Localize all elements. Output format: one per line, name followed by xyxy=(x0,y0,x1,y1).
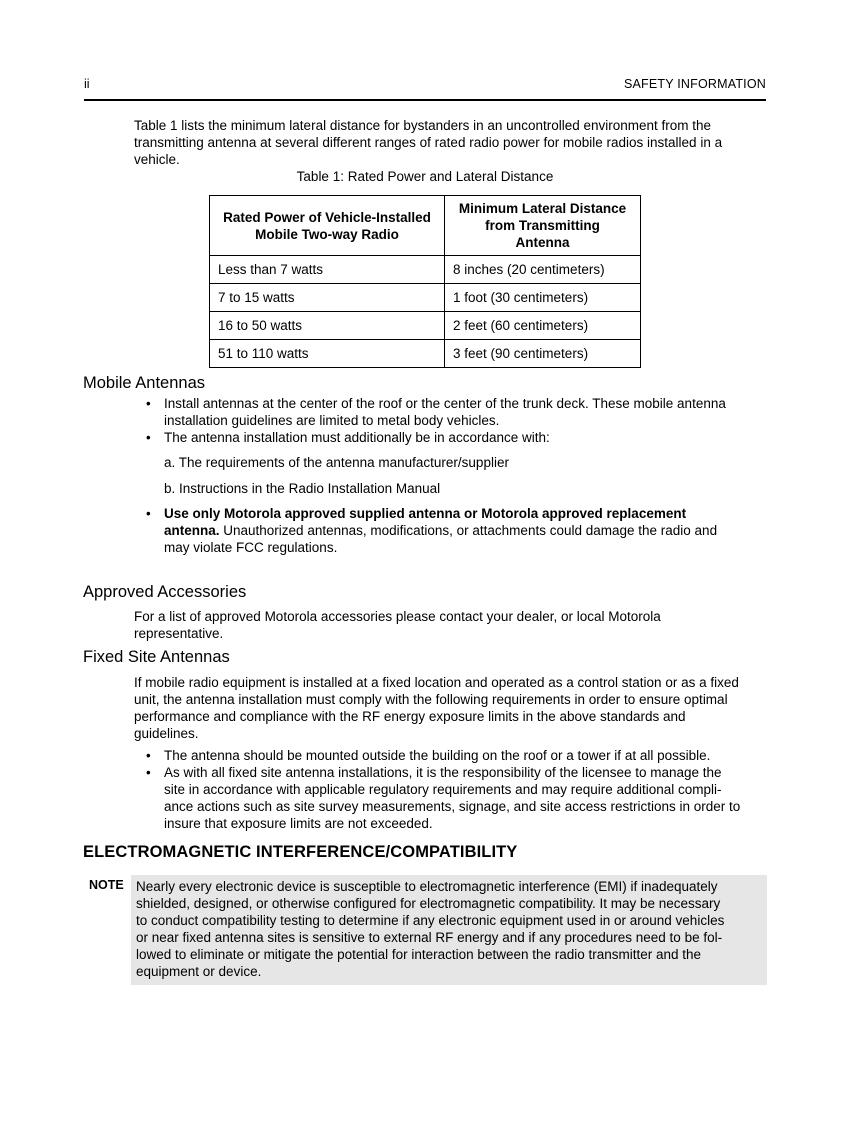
list-item xyxy=(146,505,766,556)
paragraph-line: representative. xyxy=(134,626,224,641)
cell-power: 51 to 110 watts xyxy=(210,340,445,368)
column-header-lateral-distance xyxy=(445,196,641,256)
bullet-text: site in accordance with applicable regulatory requirements and may require additional compli- xyxy=(164,782,722,797)
fixed-site-bullets xyxy=(146,747,766,832)
section-heading-approved-accessories: Approved Accessories xyxy=(83,583,247,601)
cell-distance: 8 inches (20 centimeters) xyxy=(445,256,641,284)
section-heading-mobile-antennas: Mobile Antennas xyxy=(83,374,206,392)
mobile-antennas-warning-bullet xyxy=(146,505,766,556)
rated-power-table xyxy=(209,195,641,368)
table-header-row xyxy=(210,196,641,256)
bullet-glyph: • xyxy=(146,430,151,445)
paragraph-line: performance and compliance with the RF energy exposure limits in the above standards and xyxy=(134,709,686,724)
note-line: to conduct compatibility testing to determine if any electronic equipment used in or around vehicles xyxy=(136,913,725,928)
intro-line: Table 1 lists the minimum lateral distance for bystanders in an uncontrolled environment from the xyxy=(134,118,712,133)
fixed-site-paragraph xyxy=(134,674,766,742)
bullet-text: Install antennas at the center of the roof or the center of the trunk deck. These mobile antenna xyxy=(164,396,726,411)
intro-paragraph xyxy=(134,117,766,168)
note-line: Nearly every electronic device is susceptible to electromagnetic interference (EMI) if inadequately xyxy=(136,879,718,894)
bullet-text: insure that exposure limits are not exceeded. xyxy=(164,816,433,831)
cell-power: 16 to 50 watts xyxy=(210,312,445,340)
header-line: from Transmitting xyxy=(485,218,600,233)
bullet-bold-text: Use only Motorola approved supplied antenna or Motorola approved replacement xyxy=(164,506,687,521)
section-heading-emi: ELECTROMAGNETIC INTERFERENCE/COMPATIBILITY xyxy=(83,843,518,861)
sub-item-a: a. The requirements of the antenna manufacturer/supplier xyxy=(164,455,509,470)
list-item xyxy=(146,764,766,832)
bullet-text: Unauthorized antennas, modifications, or attachments could damage the radio and xyxy=(219,523,718,538)
list-item xyxy=(146,429,766,446)
column-header-rated-power xyxy=(210,196,445,256)
note-line: equipment or device. xyxy=(136,964,262,979)
bullet-text: The antenna installation must additionally be in accordance with: xyxy=(164,430,550,445)
cell-distance: 3 feet (90 centimeters) xyxy=(445,340,641,368)
paragraph-line: guidelines. xyxy=(134,726,199,741)
cell-power: 7 to 15 watts xyxy=(210,284,445,312)
bullet-bold-text: antenna. xyxy=(164,523,220,538)
sub-item-b: b. Instructions in the Radio Installation Manual xyxy=(164,481,441,496)
bullet-text: The antenna should be mounted outside the building on the roof or a tower if at all possible. xyxy=(164,748,711,763)
cell-distance: 2 feet (60 centimeters) xyxy=(445,312,641,340)
table-row xyxy=(210,312,641,340)
intro-line: vehicle. xyxy=(134,152,180,167)
mobile-antennas-bullets xyxy=(146,395,766,446)
note-line: lowed to eliminate or mitigate the potential for interaction between the radio transmitter and the xyxy=(136,947,702,962)
running-header-title: SAFETY INFORMATION xyxy=(623,77,766,91)
note-line: shielded, designed, or otherwise configured for electromagnetic compatibility. It may be necessary xyxy=(136,896,721,911)
paragraph-line: For a list of approved Motorola accessories please contact your dealer, or local Motorola xyxy=(134,609,661,624)
paragraph-line: If mobile radio equipment is installed at a fixed location and operated as a control station or as a fixed xyxy=(134,675,739,690)
note-text xyxy=(136,878,762,980)
bullet-glyph: • xyxy=(146,765,151,780)
header-line: Rated Power of Vehicle-Installed xyxy=(223,209,431,225)
bullet-text: As with all fixed site antenna installations, it is the responsibility of the licensee to manage the xyxy=(164,765,722,780)
bullet-glyph: • xyxy=(146,396,151,411)
header-line: Mobile Two-way Radio xyxy=(255,226,399,242)
table-row xyxy=(210,340,641,368)
table-row xyxy=(210,284,641,312)
list-item xyxy=(146,747,766,764)
table-row xyxy=(210,256,641,284)
cell-power: Less than 7 watts xyxy=(210,256,445,284)
bullet-text: may violate FCC regulations. xyxy=(164,540,338,555)
note-line: or near fixed antenna sites is sensitive to external RF energy and if any procedures need to be fol- xyxy=(136,930,723,945)
list-item xyxy=(146,395,766,429)
header-line: Antenna xyxy=(515,235,570,250)
paragraph-line: unit, the antenna installation must comply with the following requirements in order to ensure optimal xyxy=(134,692,728,707)
bullet-glyph: • xyxy=(146,506,151,521)
bullet-text: ance actions such as site survey measurements, signage, and site access restrictions in order to xyxy=(164,799,741,814)
approved-accessories-paragraph xyxy=(134,608,766,642)
page-number: ii xyxy=(84,77,90,91)
section-heading-fixed-site-antennas: Fixed Site Antennas xyxy=(83,648,230,666)
header-line: Minimum Lateral Distance xyxy=(458,201,627,216)
bullet-text: installation guidelines are limited to metal body vehicles. xyxy=(164,413,500,428)
table-caption: Table 1: Rated Power and Lateral Distance xyxy=(296,169,554,184)
note-label: NOTE xyxy=(89,878,124,892)
cell-distance: 1 foot (30 centimeters) xyxy=(445,284,641,312)
header-rule xyxy=(84,99,766,101)
intro-line: transmitting antenna at several different ranges of rated radio power for mobile radios installed in a xyxy=(134,135,723,150)
bullet-glyph: • xyxy=(146,748,151,763)
